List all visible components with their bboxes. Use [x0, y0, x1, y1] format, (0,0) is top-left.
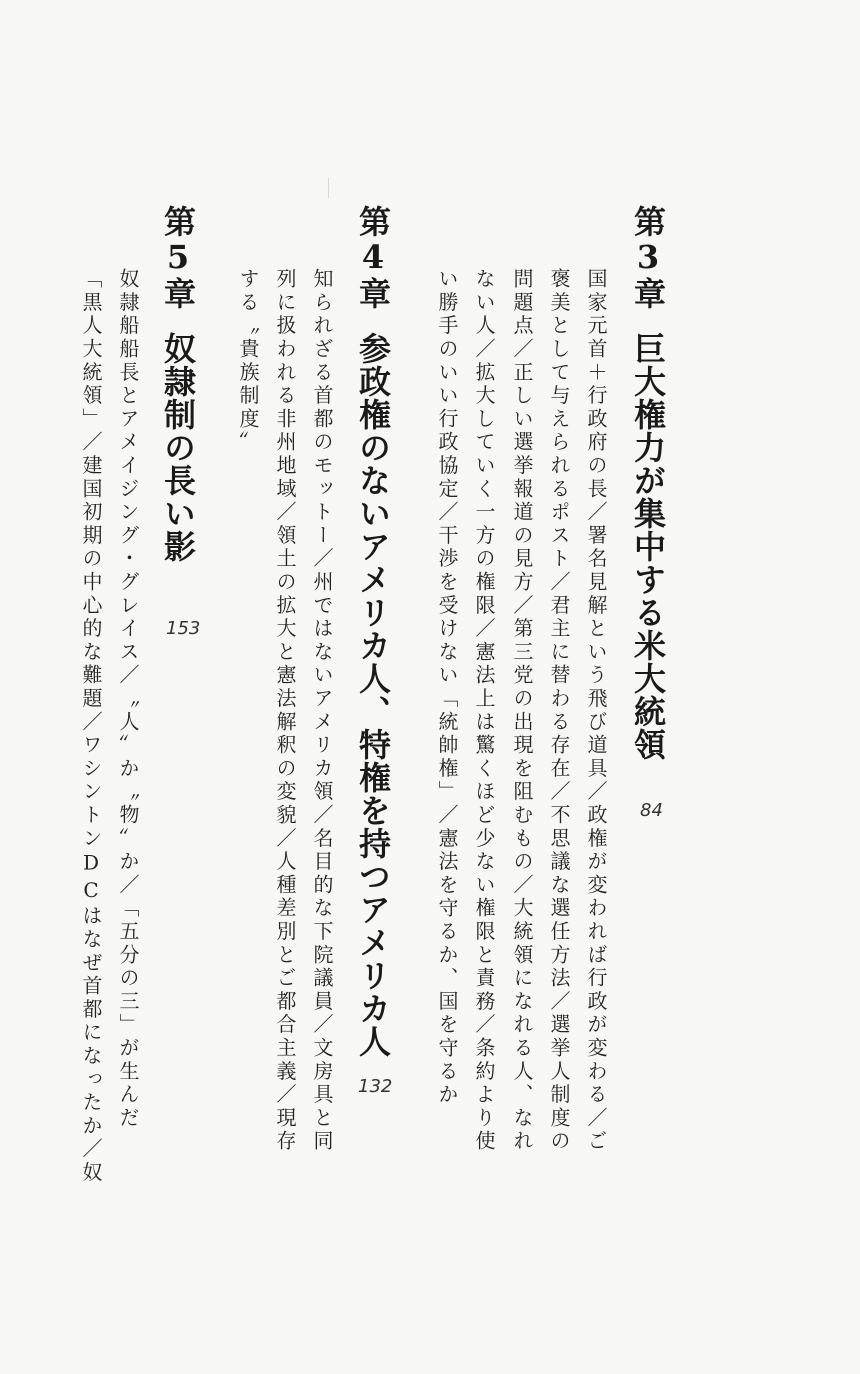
chapter-3-line-2: 褒美として与えられるポスト／君主に替わる存在／不思議な選任方法／選挙人制度の — [547, 268, 571, 1154]
chapter-5-line-2: 「黒人大統領」／建国初期の中心的な難題／ワシントンDCはなぜ首都になったか／奴 — [79, 268, 103, 1185]
chapter-5-heading — [159, 205, 197, 563]
chapter-5-title: 奴隷制の長い影 — [159, 332, 197, 563]
chapter-4-line-1: 知られざる首都のモットー／州ではないアメリカ領／名目的な下院議員／文房具と同 — [310, 268, 334, 1154]
chapter-3-label: 第3章 — [629, 205, 667, 310]
chapter-5-line-1: 奴隷船船長とアメイジング・グレイス／〝人〟か〝物〟か／「五分の三」が生んだ — [116, 268, 140, 1131]
chapter-4-heading — [354, 205, 392, 1058]
chapter-3-line-3: 問題点／正しい選挙報道の見方／第三党の出現を阻むもの／大統領になれる人、なれ — [510, 268, 534, 1154]
chapter-4-line-3: する〝貴族制度〟 — [236, 268, 260, 455]
margin-mark — [328, 178, 329, 198]
chapter-3-line-5: い勝手のいい行政協定／干渉を受けない「統帥権」／憲法を守るか、国を守るか — [435, 268, 459, 1107]
chapter-4-line-2: 列に扱われる非州地域／領土の拡大と憲法解釈の変貌／人種差別とご都合主義／現存 — [273, 268, 297, 1154]
chapter-5-page-number: 153 — [166, 618, 201, 639]
chapter-4-label: 第4章 — [354, 205, 392, 310]
chapter-3-title: 巨大権力が集中する米大統領 — [629, 332, 667, 761]
chapter-3-heading — [629, 205, 667, 761]
chapter-5-label: 第5章 — [159, 205, 197, 310]
chapter-3-line-1: 国家元首＋行政府の長／署名見解という飛び道具／政権が変われば行政が変わる／ご — [584, 268, 608, 1154]
chapter-3-line-4: ない人／拡大していく一方の権限／憲法上は驚くほど少ない権限と責務／条約より使 — [472, 268, 496, 1154]
chapter-4-title: 参政権のないアメリカ人、特権を持つアメリカ人 — [354, 332, 392, 1058]
chapter-4-page-number: 132 — [358, 1076, 393, 1097]
chapter-3-page-number: 84 — [640, 800, 663, 821]
